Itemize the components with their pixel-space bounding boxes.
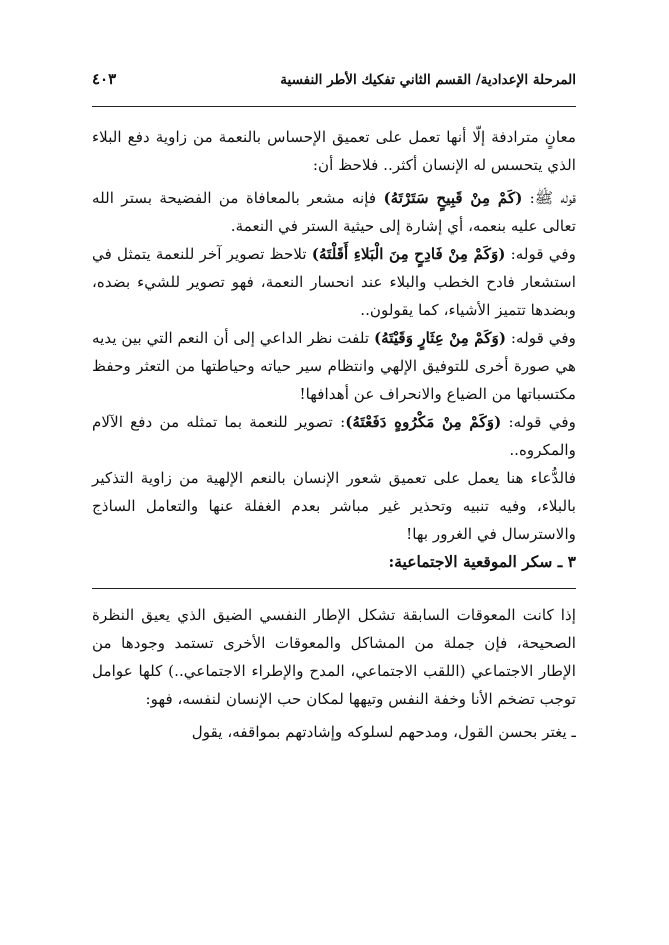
section-rule <box>92 588 576 589</box>
quoted-phrase: (كَمْ مِنْ قَبِيحٍ سَتَرْتَهُ) <box>383 189 523 207</box>
paragraph-quote-2 <box>92 240 576 324</box>
lead-text: وفي قوله: <box>505 245 577 263</box>
page-number: ٤٠٣ <box>92 70 117 88</box>
body-text: تلفت نظر الداعي إلى أن النعم التي بين يديه هي صورة أخرى للتوفيق الإلهي وانتظام سير حياته وحياطتها من التعثر وحفظ مكتسباتها من الضياع والانحراف عن أهدافها! <box>92 329 576 403</box>
quoted-phrase: (وَكَمْ مِنْ مَكْرُوهٍ دَفَعْتَهُ) <box>345 413 502 431</box>
quoted-phrase: (وَكَمْ مِنْ عِثَارٍ وَقَيْتَهُ) <box>373 329 507 347</box>
paragraph-quote-3 <box>92 324 576 408</box>
paragraph-list-item: ـ يغتر بحسن القول، ومدحهم لسلوكه وإشادتهم بمواقفه، يقول <box>191 723 576 741</box>
section-heading: ٣ ـ سكر الموقعية الاجتماعية: <box>388 552 576 571</box>
lead-text: وفي قوله: <box>506 329 576 347</box>
body-text: تلاحظ تصوير آخر للنعمة يتمثل في استشعار فادح الخطب والبلاء عند انحسار النعمة، فهو تصوير للشيء بضده، وبضدها تتميز الأشياء، كما يقولون.. <box>92 245 576 319</box>
header-title: المرحلة الإعدادية/ القسم الثاني تفكيك الأطر النفسية <box>280 72 576 88</box>
paragraph-quote-4 <box>92 408 576 464</box>
body-text: فإنه مشعر بالمعافاة من الفضيحة بستر الله تعالى عليه بنعمه، أي إشارة إلى حيثية الستر في النعمة. <box>92 189 576 235</box>
body-text: : تصوير للنعمة بما تمثله من دفع الآلام والمكروه.. <box>92 413 576 459</box>
paragraph-social: إذا كانت المعوقات السابقة تشكل الإطار النفسي الضيق الذي يعيق النظرة الصحيحة، فإن جملة من المشاكل والمعوقات الأخرى تستمد وجودها من الإطار الاجتماعي (اللقب الاجتماعي، المدح والإطراء الاجتماعي..) كلها عوامل توجب تضخم الأنا وخفة النفس وتيهها لمكان حب الإنسان لنفسه، فهو: <box>92 606 576 708</box>
paragraph-conclusion: فالدُّعاء هنا يعمل على تعميق شعور الإنسان بالنعم الإلهية من زاوية التذكير بالبلاء، وفيه تنبيه وتحذير غير مباشر بعدم الغفلة عنها والتعامل الساذج والاسترسال في الغرور بها! <box>92 469 576 543</box>
lead-text: وفي قوله: <box>501 413 576 431</box>
lead-text: قوله ﷺ: <box>522 189 576 207</box>
quoted-phrase: (وَكَمْ مِنْ فَادِحٍ مِنَ الْبَلاءِ أَقَلْتَهُ) <box>311 245 506 263</box>
running-header <box>92 70 576 96</box>
header-rule <box>92 106 576 107</box>
page <box>92 70 576 746</box>
paragraph-quote-1 <box>92 184 576 240</box>
paragraph-intro: معانٍ مترادفة إلّا أنها تعمل على تعميق الإحساس بالنعمة من زاوية دفع البلاء الذي يتحسس له الإنسان أكثر.. فلاحظ أن: <box>92 128 576 174</box>
